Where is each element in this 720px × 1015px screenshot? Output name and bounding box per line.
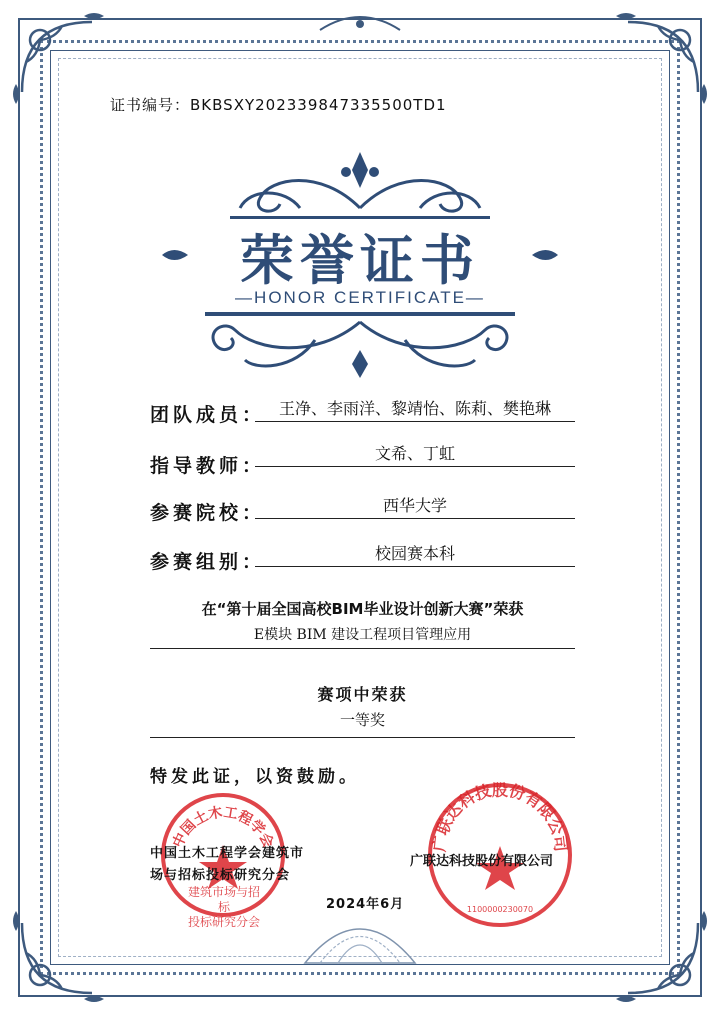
- field-label-advisors: 指导教师：: [150, 455, 266, 477]
- certificate-title: 荣誉证书: [240, 229, 480, 292]
- award-competition-line: 在“第十届全国高校BIM毕业设计创新大赛”荣获: [201, 600, 524, 618]
- issuer-left: [150, 843, 350, 887]
- field-value-group: 校园赛本科: [374, 544, 455, 563]
- field-underline: [255, 566, 575, 567]
- award-underline: [150, 648, 575, 649]
- right-seal-arc-text: 广联达科技股份有限公司: [429, 780, 571, 853]
- title-bottom-ornament: [195, 310, 525, 380]
- corner-ornament-top-left: [12, 12, 112, 112]
- award-prize: 一等奖: [339, 711, 385, 729]
- closing-statement: 特发此证，以资鼓励。: [150, 767, 360, 787]
- field-value-advisors: 文希、丁虹: [374, 444, 455, 463]
- bottom-lace-ornament: [300, 905, 420, 965]
- issuer-left-line-1: 中国土木工程学会建筑市: [150, 846, 305, 861]
- certificate-subtitle: —HONOR CERTIFICATE—: [235, 288, 485, 307]
- issue-date: 2024年6月: [326, 897, 405, 912]
- corner-ornament-top-right: [608, 12, 708, 112]
- issuer-right: 广联达科技股份有限公司: [410, 854, 554, 869]
- field-label-group: 参赛组别：: [150, 551, 266, 573]
- field-underline: [255, 421, 575, 422]
- top-center-ornament: [310, 10, 410, 44]
- title-top-ornament: [200, 148, 520, 223]
- left-seal-inner-line-2: 投标研究分会: [187, 915, 260, 929]
- left-seal-arc-text: 中国土木工程学会: [170, 804, 276, 851]
- certificate-number-label: 证书编号：: [110, 96, 191, 114]
- left-seal-inner-line-1: 建筑市场与招标: [187, 885, 260, 914]
- issuer-left-line-2: 场与招标投标研究分会: [150, 868, 291, 883]
- field-label-school: 参赛院校：: [150, 502, 266, 524]
- field-underline: [255, 518, 575, 519]
- certificate-number-value: BKBSXY202339847335500TD1: [190, 96, 447, 114]
- certificate-number: [110, 94, 447, 115]
- prize-underline: [150, 737, 575, 738]
- field-underline: [255, 466, 575, 467]
- field-value-school: 西华大学: [382, 496, 447, 515]
- field-label-team-members: 团队成员：: [150, 404, 266, 426]
- corner-ornament-bottom-right: [608, 903, 708, 1003]
- right-seal-number: 1100000230070: [466, 905, 534, 914]
- award-event-line: 赛项中荣获: [317, 685, 408, 704]
- left-seal-inner-text: [183, 885, 265, 930]
- corner-ornament-bottom-left: [12, 903, 112, 1003]
- award-module-line: E模块 BIM 建设工程项目管理应用: [253, 627, 472, 643]
- field-value-team-members: 王净、李雨洋、黎靖怡、陈莉、樊艳琳: [278, 399, 551, 418]
- svg-text:广联达科技股份有限公司: [430, 780, 571, 852]
